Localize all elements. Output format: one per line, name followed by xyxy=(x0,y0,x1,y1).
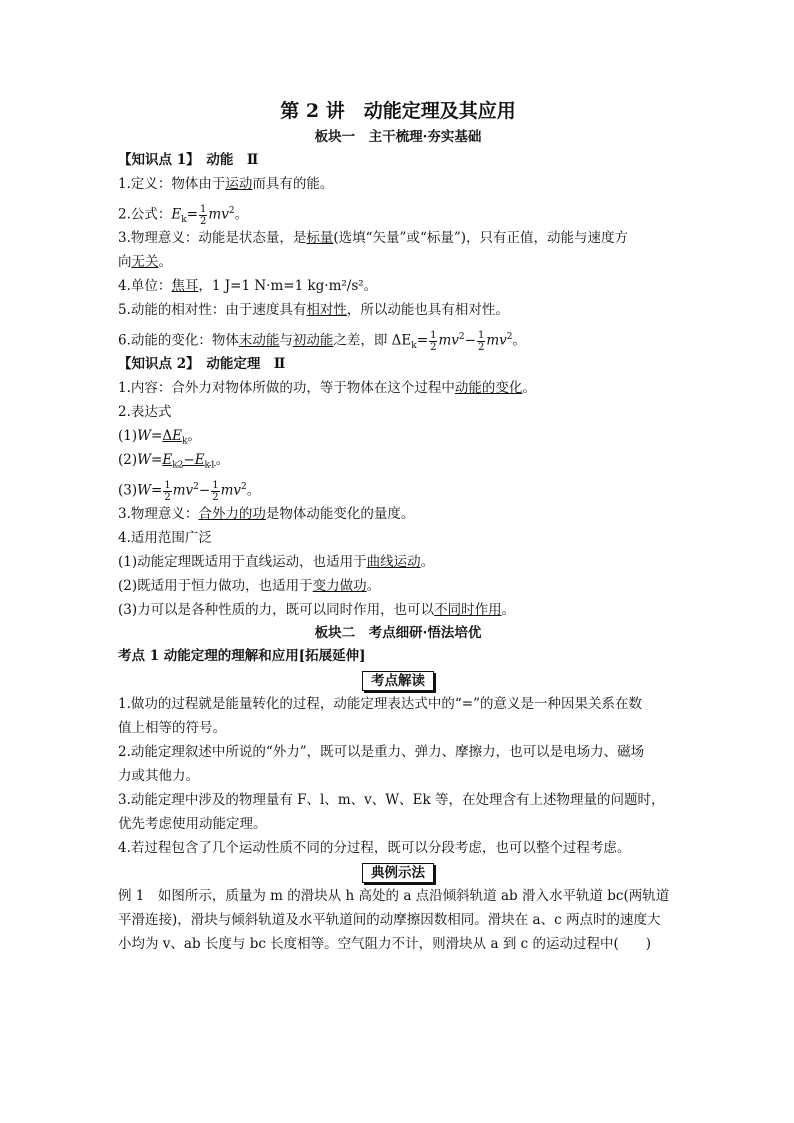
kp2-scope-heading: 4.适用范围广泛 xyxy=(118,530,212,546)
example-block xyxy=(118,884,678,956)
document-page xyxy=(118,96,678,956)
kp1-relativity: 5.动能的相对性：由于速度具有相对性，所以动能也具有相对性。 xyxy=(118,302,509,318)
kp2-scope-1: (1)动能定理既适用于直线运动，也适用于曲线运动。 xyxy=(118,554,435,570)
example-line: 小均为 v、ab 长度与 bc 长度相等。空气阻力不计，则滑块从 a 到 c 的运动过程中( ) xyxy=(118,936,651,952)
kp2-expression-1: $(1)W=\Delta E_k$。 xyxy=(118,428,201,447)
knowledge-point-2-heading: 【知识点 2】 动能定理 Ⅱ xyxy=(118,356,286,372)
explanation-block xyxy=(118,692,678,860)
section-heading-2: 板块二 考点细研·悟法培优 xyxy=(314,625,482,641)
box-heading-example: 典例示法 xyxy=(118,860,678,884)
kp2-meaning: 3.物理意义：合外力的功是物体动能变化的量度。 xyxy=(118,506,415,522)
kp1-definition: 1.定义：物体由于运动而具有的能。 xyxy=(118,176,334,192)
fraction-half: $\frac{1}{2}$ xyxy=(477,329,485,353)
exam-point-1-heading: 考点 1 动能定理的理解和应用[拓展延伸] xyxy=(118,648,366,664)
explanation-line: 值上相等的符号。 xyxy=(118,720,226,736)
kp1-change: 6.动能的变化：物体末动能与初动能之差，即 $\Delta E_k=$ $\frac{1}{2}$ $mv^2-$ $\frac{1}{2}$ $mv^2$。 xyxy=(118,329,526,353)
explanation-line: 4.若过程包含了几个运动性质不同的分过程，既可以分段考虑，也可以整个过程考虑。 xyxy=(118,840,631,856)
box-heading-explanation: 考点解读 xyxy=(118,668,678,692)
kp1-meaning: 3.物理意义：动能是状态量，是标量(选填“矢量”或“标量”)，只有正值，动能与速度方 xyxy=(118,230,629,246)
explanation-line: 优先考虑使用动能定理。 xyxy=(118,816,267,832)
fraction-half: $\frac{1}{2}$ xyxy=(430,329,437,353)
kp2-expression-3: (3)W= $\frac{1}{2}$ $mv^2-$ $\frac{1}{2}$ $mv^2$。 xyxy=(118,479,261,503)
kp1-meaning-cont: 向无关。 xyxy=(118,254,172,270)
fraction-half: $\frac{1}{2}$ xyxy=(212,479,219,503)
kp2-scope-2: (2)既适用于恒力做功，也适用于变力做功。 xyxy=(118,578,381,594)
section-heading-1: 板块一 主干梳理·夯实基础 xyxy=(314,129,482,145)
page-title: 第 2 讲 动能定理及其应用 xyxy=(280,100,516,122)
explanation-line: 3.动能定理中涉及的物理量有 F、l、m、v、W、Ek 等，在处理含有上述物理量的问题时， xyxy=(118,792,665,808)
explanation-line: 1.做功的过程就是能量转化的过程，动能定理表达式中的“=”的意义是一种因果关系在数 xyxy=(118,696,642,712)
kp2-expression-2: $(2)W=E_{k2}-E_{k1}$。 xyxy=(118,452,230,471)
example-line: 平滑连接)，滑块与倾斜轨道及水平轨道间的动摩擦因数相同。滑块在 a、c 两点时的速度大 xyxy=(118,912,661,928)
example-line: 例 1 如图所示，质量为 m 的滑块从 h 高处的 a 点沿倾斜轨道 ab 滑入水平轨道 bc(两轨道 xyxy=(118,888,670,904)
knowledge-point-1-heading: 【知识点 1】 动能 Ⅱ xyxy=(118,152,259,168)
explanation-line: 力或其他力。 xyxy=(118,768,199,784)
kp1-formula: 2.公式：$E_k=$ $\frac{1}{2}$ $mv^2$。 xyxy=(118,203,249,227)
explanation-line: 2.动能定理叙述中所说的“外力”，既可以是重力、弹力、摩擦力，也可以是电场力、磁场 xyxy=(118,744,645,760)
kp1-unit: 4.单位：焦耳，1 J=1 N·m=1 kg·m²/s²。 xyxy=(118,278,378,294)
kp2-expression-heading: 2.表达式 xyxy=(118,404,172,420)
fraction-half: $\frac{1}{2}$ xyxy=(164,479,171,503)
fraction-half: $\frac{1}{2}$ xyxy=(200,203,207,227)
kp2-scope-3: (3)力可以是各种性质的力，既可以同时作用，也可以不同时作用。 xyxy=(118,602,516,618)
kp2-content: 1.内容：合外力对物体所做的功，等于物体在这个过程中动能的变化。 xyxy=(118,380,536,396)
